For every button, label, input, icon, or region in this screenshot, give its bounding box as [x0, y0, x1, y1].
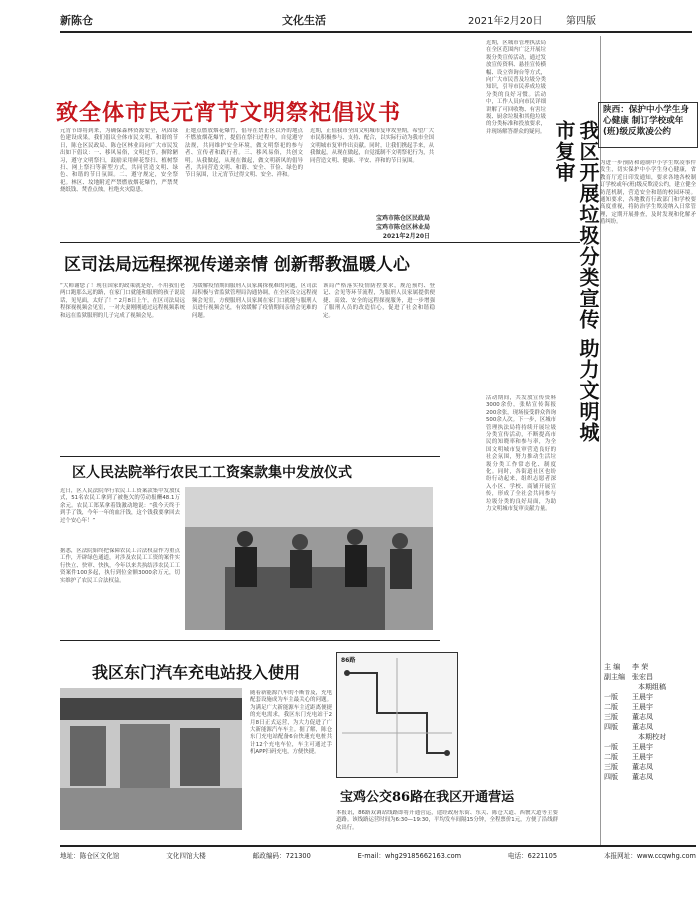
sig-forestry: 宝鸡市陈仓区林业局	[375, 224, 430, 231]
footer-email: E-mail：whg29185662163.com	[357, 852, 462, 860]
sig-date: 2021年2月20日	[382, 233, 430, 240]
credit-role: 四版	[604, 723, 618, 731]
credit-role: 二版	[604, 753, 618, 761]
page-number: 第四版	[566, 16, 596, 27]
issue-date: 2021年2月20日	[468, 16, 543, 27]
article4-title: 我区东门汽车充电站投入使用	[92, 663, 301, 682]
credit-name: 董志凤	[632, 763, 653, 771]
footer	[60, 850, 696, 860]
credit-role: 一版	[604, 743, 618, 751]
credit-name: 董志凤	[632, 723, 653, 731]
credit-name: 王晨宇	[632, 753, 653, 761]
sidebar-title-box	[598, 102, 698, 148]
article2-col2: 为缓解疫情期间服刑人员家属探视难的问题，区司法局积极与省监狱管理局沟通协调，在全区设立远程视频会见室，方便服刑人员家属在家门口就能与服刑人员进行视频会见，有效缓解了疫情期间亲情会见难的问题。	[192, 283, 317, 319]
divider	[60, 456, 440, 457]
article5-title: 宝鸡公交86路在我区开通营运	[340, 790, 515, 805]
article1-title: 致全体市民元宵节文明祭祀倡议书	[56, 100, 402, 126]
article1-col1: 元宵节即将到来，为确保森林资源安全，巩固绿色建设成果，我们倡议全体市民文明、和谐的节日，陈仓区民政局、陈仓区林业局向广大市民发出如下倡议：一、移风易俗，文明过节。摒除陋习，遵守文明祭扫，鼓励采用鲜花祭扫、植树祭扫、网上祭扫等新型方式，共同营造文明、绿色、和谐的节日氛围。二、遵守规定，安全祭祀。林区、坟地附近严禁燃放烟花爆竹，严禁焚烧纸钱、焚香点烛，杜绝火灾隐患。	[60, 128, 178, 194]
map-route-label: 86路	[341, 657, 356, 664]
article4-body: 随着新能源汽车的不断普及，充电配套设施成为车主最关心的问题。为满足广大新能源车主近距离便捷的充电需求，我区东门充电站于2月8日正式运营，为大力促进了广大新能源汽车车主。据了解，陈仓东门充电站配备6台快速充电桩共计12个充电车位，车主可通过手机APP扫码充电，方便快捷。	[250, 690, 332, 756]
bus-route-map	[336, 652, 458, 778]
credit-name: 王晨宇	[632, 693, 653, 701]
article2-col3: 该局严格落实疫情防控要求，规范预约、登记、会见等环节流程，为服刑人员家属提供便捷、高效、安全的远程探视服务，进一步增强了服刑人员的改造信心，促进了社会和谐稳定。	[323, 283, 435, 319]
credit-role: 主 编	[604, 663, 621, 671]
credit-role: 副主编	[604, 673, 625, 681]
sig-civil-affairs: 宝鸡市陈仓区民政局	[375, 215, 430, 222]
credit-name: 王晨宇	[632, 703, 653, 711]
article2-title: 区司法局远程探视传递亲情 创新帮教温暖人心	[64, 255, 410, 275]
article3-p1: 近日，区人民法院举行农民工工资案款集中发放仪式，51名农民工拿到了被拖欠的劳动报酬48.1万余元。农民工郑某拿着钱激动地说：“我今天终于到手了钱，今年一年的血汗钱，这个钱我要拿回去过个安心年！”	[60, 488, 180, 524]
credit-role: 二版	[604, 703, 618, 711]
article2-col1: “大师谢您了！现在国家的政策就是好，不用我们老两口跑那么远的路，在家门口就能和服刑的孩子说说话，见见面，太好了！” 2月8日上午，在区司法局远程探视视频会见室，一对夫妻刚刚通过远程视频系统和远在监狱服刑的儿子完成了视频会见。	[60, 283, 185, 319]
court-ceremony-photo	[185, 487, 433, 630]
article3-title: 区人民法院举行农民工工资案款集中发放仪式	[72, 465, 352, 481]
credit-name: 张宏昌	[632, 673, 653, 681]
credit-name: 董志凤	[632, 713, 653, 721]
credit-role: 三版	[604, 763, 618, 771]
sidebar-title: 陕西：保护中小学生身心健康 制订学校或年(班)级反欺凌公约	[603, 105, 689, 137]
footer-address: 地址：陈仓区文化馆	[60, 852, 120, 860]
article6-col1: 近期，区城市管理执法局在全区范围内广泛开展垃圾分类宣传活动，通过发放宣传资料、悬挂宣传横幅、设立咨询台等方式，向广大市民普及垃圾分类知识，引导市民养成垃圾分类的良好习惯。活动中，工作人员向市民详细讲解了可回收物、有害垃圾、厨余垃圾和其他垃圾的分类标准和投放要求，并现场解答群众的疑问。	[486, 40, 546, 135]
article3-p2: 据悉，区法院始终把保障农民工合法权益作为重点工作，开辟绿色通道，对涉及农民工工资的案件实行快立、快审、快执，今年以来共执结涉农民工工资案件100多起，执行到位金额3000余万元，切实维护了农民工合法权益。	[60, 548, 180, 584]
footer-phone: 电话：6221105	[507, 852, 558, 860]
article1-signature	[310, 214, 430, 241]
footer-rule	[60, 845, 696, 847]
article6-title: 我区开展垃圾分类宣传 助力文明城市复审	[552, 120, 600, 443]
divider	[60, 640, 440, 641]
credit-role: 本期校对	[638, 733, 666, 741]
article1-col3: 近期，正值我市全国文明城市复审攻坚期，希望广大市民积极参与、支持、配合，以实际行动为我市全国文明城市复审作出贡献。同时，让我们携起手来，从我做起，从现在做起，自觉抵制不文明祭祀行为，共同营造文明、健康、平安、祥和的节日氛围。	[310, 128, 434, 164]
sidebar-body: 为进一步预防和遏制中小学生欺凌事件发生，切实保护中小学生身心健康，省教育厅近日印发通知，要求各地各校制订学校或年(班)级反欺凌公约，建立健全防范机制，营造安全和谐的校园环境。通知要求，各地教育行政部门和学校要高度重视，将防治学生欺凌纳入日常管理，定期开展排查，及时发现和化解矛盾纠纷。	[600, 160, 696, 226]
footer-website[interactable]: 本报网址：www.ccqwhg.com	[603, 852, 696, 860]
credit-name: 王晨宇	[632, 743, 653, 751]
footer-building: 文化四馆大楼	[166, 852, 206, 860]
header-rule	[60, 31, 692, 33]
credit-role: 一版	[604, 693, 618, 701]
article5-body: 本报讯，86路双调站线路即将开通营运，途经政府东街、东关、陈仓大道、西虢大道等主要道路。该线路运营时间为6:30—19:30，平均发车间隔15分钟，全程票价1元，方便了沿线群众出行。	[336, 810, 558, 831]
article6-col2: 活动期间，共发放宣传资料3000余份，张贴宣传海报200余张，现场接受群众咨询500余人次。下一步，区城市管理执法局将持续开展垃圾分类宣传活动，不断提高市民的知晓率和参与率，为全国文明城市复审营造良好的社会氛围，努力推动生活垃圾分类工作常态化、制度化。同时，各街道社区也纷纷行动起来，组织志愿者深入小区、学校、商铺开展宣传，形成了全社会共同参与垃圾分类的良好局面，为助力文明城市复审贡献力量。	[486, 395, 556, 513]
credit-role: 四版	[604, 773, 618, 781]
credit-name: 董志凤	[632, 773, 653, 781]
section-name: 文化生活	[282, 14, 326, 27]
charging-station-photo	[60, 688, 242, 830]
credit-role: 三版	[604, 713, 618, 721]
article1-col2: 止她点燃放烟花爆竹，倡导在禁止区以外的地点不燃放烟花爆竹，提倡在祭扫过程中，自觉遵守法规，共同维护安全环境，做文明祭祀的参与者、宣传者和践行者。三、移风易俗，共创文明。从我做起，从现在做起，做文明新风的倡导者，共同营造文明、和谐、安全、节俭、绿色的节日氛围，让元宵节过得文明、安全、祥和。	[185, 128, 303, 179]
credit-name: 李 荣	[632, 663, 649, 671]
credits	[604, 662, 700, 782]
masthead: 新陈仓	[60, 14, 93, 27]
footer-postcode: 邮政编码：721300	[252, 852, 311, 860]
credit-role: 本期组稿	[638, 683, 666, 691]
